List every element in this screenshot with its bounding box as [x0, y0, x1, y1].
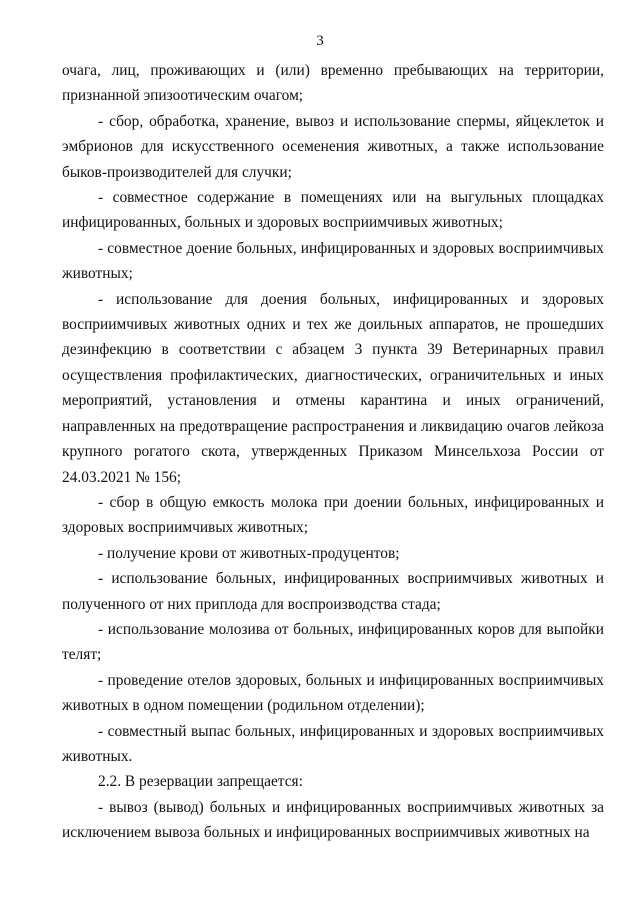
paragraph: - сбор в общую емкость молока при доении больных, инфицированных и здоровых восприимчивых животных; [62, 493, 604, 537]
paragraph: - сбор, обработка, хранение, вывоз и использование спермы, яйцеклеток и эмбрионов для искусственного осеменения животных, а также использование быков-производителей для случки; [62, 112, 604, 181]
paragraph: - использование больных, инфицированных восприимчивых животных и полученного от них приплода для воспроизводства стада; [62, 570, 604, 613]
paragraph: - вывоз (вывод) больных и инфицированных восприимчивых животных за исключением вывоза больных и инфицированных восприимчивых животных на [62, 798, 604, 842]
paragraph: - совместный выпас больных, инфицированных и здоровых восприимчивых животных. [62, 722, 604, 765]
paragraph: - совместное доение больных, инфицированных и здоровых восприимчивых животных; [62, 239, 604, 283]
paragraph: - проведение отелов здоровых, больных и инфицированных восприимчивых животных в одном помещении (родильном отделении); [62, 671, 604, 715]
paragraph: - совместное содержание в помещениях или на выгульных площадках инфицированных, больных и здоровых восприимчивых животных; [62, 189, 604, 232]
paragraph-section-heading: 2.2. В резервации запрещается: [98, 773, 303, 791]
paragraph: - использование для доения больных, инфицированных и здоровых восприимчивых животных одних и тех же доильных аппаратов, не прошедших дезинфекцию в соответствии с абзацем 3 пункта 39 Ветеринарных правил осуществления профилактических, диагностических, ограничительных и иных мероприятий, установления и отмены карантина и иных ограничений, направленных на предотвращение распространения и ликвидацию очагов лейкоза крупного рогатого скота, утвержденных Приказом Минсельхоза России от 24.03.2021 № 156; [62, 290, 604, 486]
paragraph: очага, лиц, проживающих и (или) временно пребывающих на территории, признанной эпизоотическим очагом; [62, 62, 604, 105]
document-body [62, 58, 604, 846]
paragraph: - использование молозива от больных, инфицированных коров для выпойки телят; [62, 620, 604, 664]
paragraph: - получение крови от животных-продуцентов; [98, 544, 400, 562]
page-number: 3 [316, 33, 324, 49]
